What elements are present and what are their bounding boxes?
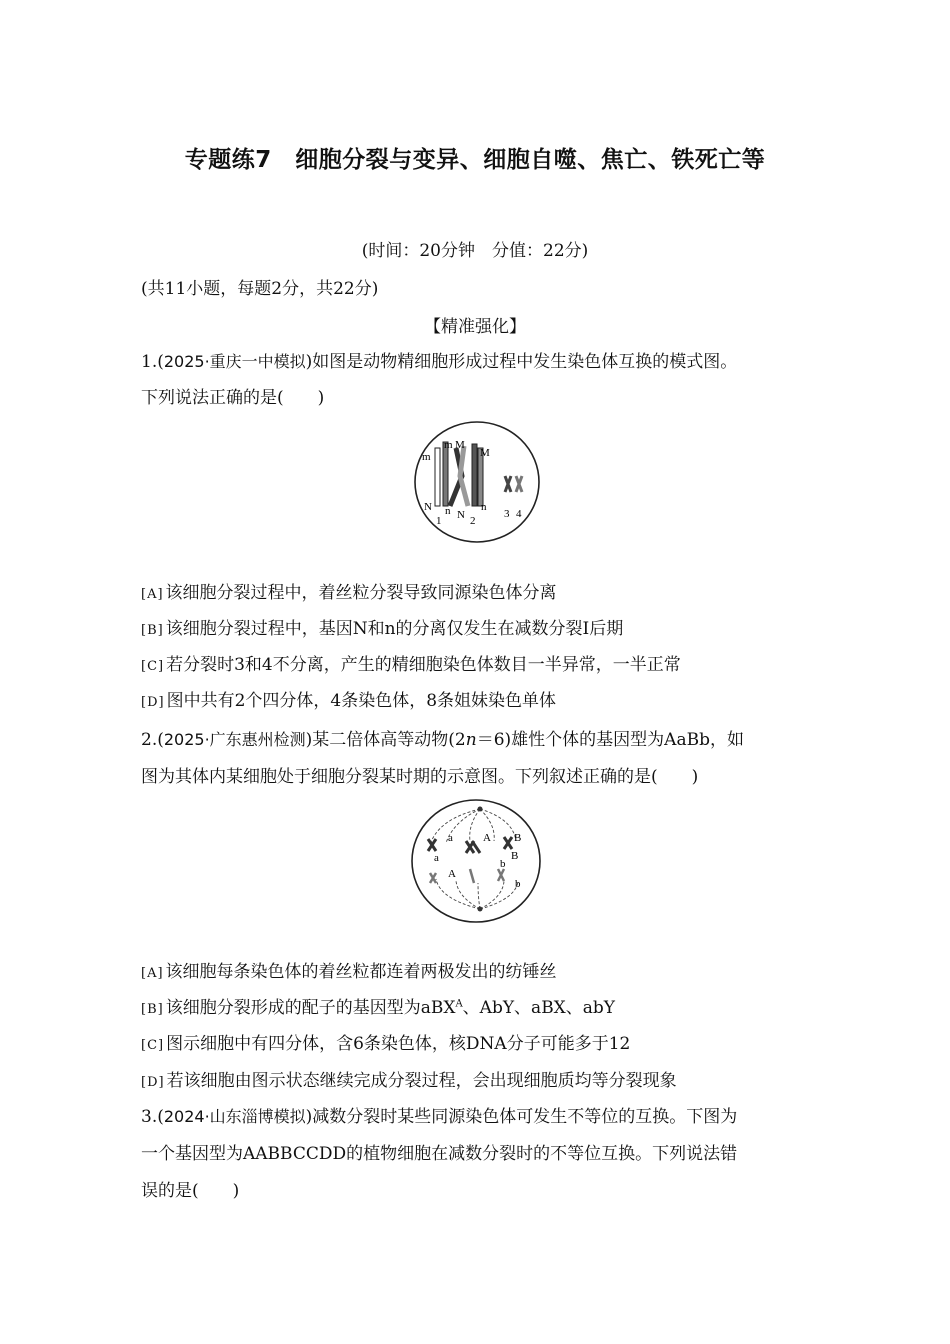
fig1-label-m2: m xyxy=(444,439,453,451)
q1-option-d[interactable]: [D] 图中共有2个四分体，4条染色体，8条姐妹染色单体 xyxy=(141,691,557,711)
q1-option-c[interactable]: [C] 若分裂时3和4不分离，产生的精细胞染色体数目一半异常，一半正常 xyxy=(141,655,681,675)
q1-stem-line1: 1.(2025·重庆一中模拟)如图是动物精细胞形成过程中发生染色体互换的模式图。 xyxy=(141,352,738,372)
fig1-label-n1: n xyxy=(445,505,451,517)
page-title: 专题练7 细胞分裂与变异、细胞自噬、焦亡、铁死亡等 xyxy=(184,147,766,173)
fig1-label-3: 3 xyxy=(504,508,510,520)
fig1-label-N1: N xyxy=(424,501,432,513)
q2-stem-line1: 2.(2025·广东惠州检测)某二倍体高等动物(2n＝6)雄性个体的基因型为AaBb，如 xyxy=(141,730,744,750)
fig1-label-2: 2 xyxy=(470,515,476,527)
q2-stem-line2: 图为其体内某细胞处于细胞分裂某时期的示意图。下列叙述正确的是( ) xyxy=(141,767,699,787)
q2-option-b[interactable]: [B] 该细胞分裂形成的配子的基因型为aBX$^A$、AbY、aBX、abY xyxy=(141,998,616,1018)
q1-source: 2025·重庆一中模拟 xyxy=(163,352,306,371)
fig1-label-m1: m xyxy=(422,451,431,463)
fig1-label-N2: N xyxy=(457,509,465,521)
q2-figure xyxy=(408,797,544,925)
fig1-label-M1: M xyxy=(455,439,465,451)
q1-option-a[interactable]: [A] 该细胞分裂过程中，着丝粒分裂导致同源染色体分离 xyxy=(141,583,557,603)
fig1-label-1: 1 xyxy=(436,515,442,527)
q2-source: 2025·广东惠州检测 xyxy=(163,730,306,749)
q3-stem-line2: 一个基因型为AABBCCDD的植物细胞在减数分裂时的不等位互换。下列说法错 xyxy=(141,1144,738,1164)
time-score-info: (时间：20分钟 分值：22分) xyxy=(361,241,589,261)
fig1-label-n2: n xyxy=(481,501,487,513)
q2-option-c[interactable]: [C] 图示细胞中有四分体，含6条染色体，核DNA分子可能多于12 xyxy=(141,1034,631,1054)
fig2-label-b2: b xyxy=(515,878,521,890)
q3-source: 2024·山东淄博模拟 xyxy=(163,1107,306,1126)
section-heading: 【精准强化】 xyxy=(424,317,526,337)
fig2-label-a1: a xyxy=(448,832,453,844)
fig2-label-b1: b xyxy=(500,858,506,870)
q1-figure xyxy=(410,418,544,546)
fig2-label-B1: B xyxy=(514,832,522,844)
q3-stem-line3: 误的是( ) xyxy=(141,1181,240,1201)
q1-stem-line2: 下列说法正确的是( ) xyxy=(141,388,325,408)
q2-option-a[interactable]: [A] 该细胞每条染色体的着丝粒都连着两极发出的纺锤丝 xyxy=(141,962,557,982)
q1-option-b[interactable]: [B] 该细胞分裂过程中，基因N和n的分离仅发生在减数分裂Ⅰ后期 xyxy=(141,619,624,639)
fig1-label-M2: M xyxy=(480,447,490,459)
fig1-label-4: 4 xyxy=(516,508,522,520)
q2-option-d[interactable]: [D] 若该细胞由图示状态继续完成分裂过程，会出现细胞质均等分裂现象 xyxy=(141,1071,677,1091)
q3-stem-line1: 3.(2024·山东淄博模拟)减数分裂时某些同源染色体可发生不等位的互换。下图为 xyxy=(141,1107,738,1127)
question-summary: (共11小题，每题2分，共22分) xyxy=(141,279,379,299)
fig2-label-A1: A xyxy=(483,832,491,844)
fig2-label-a2: a xyxy=(434,852,439,864)
fig2-label-A2: A xyxy=(448,868,456,880)
fig2-label-B2: B xyxy=(511,850,519,862)
